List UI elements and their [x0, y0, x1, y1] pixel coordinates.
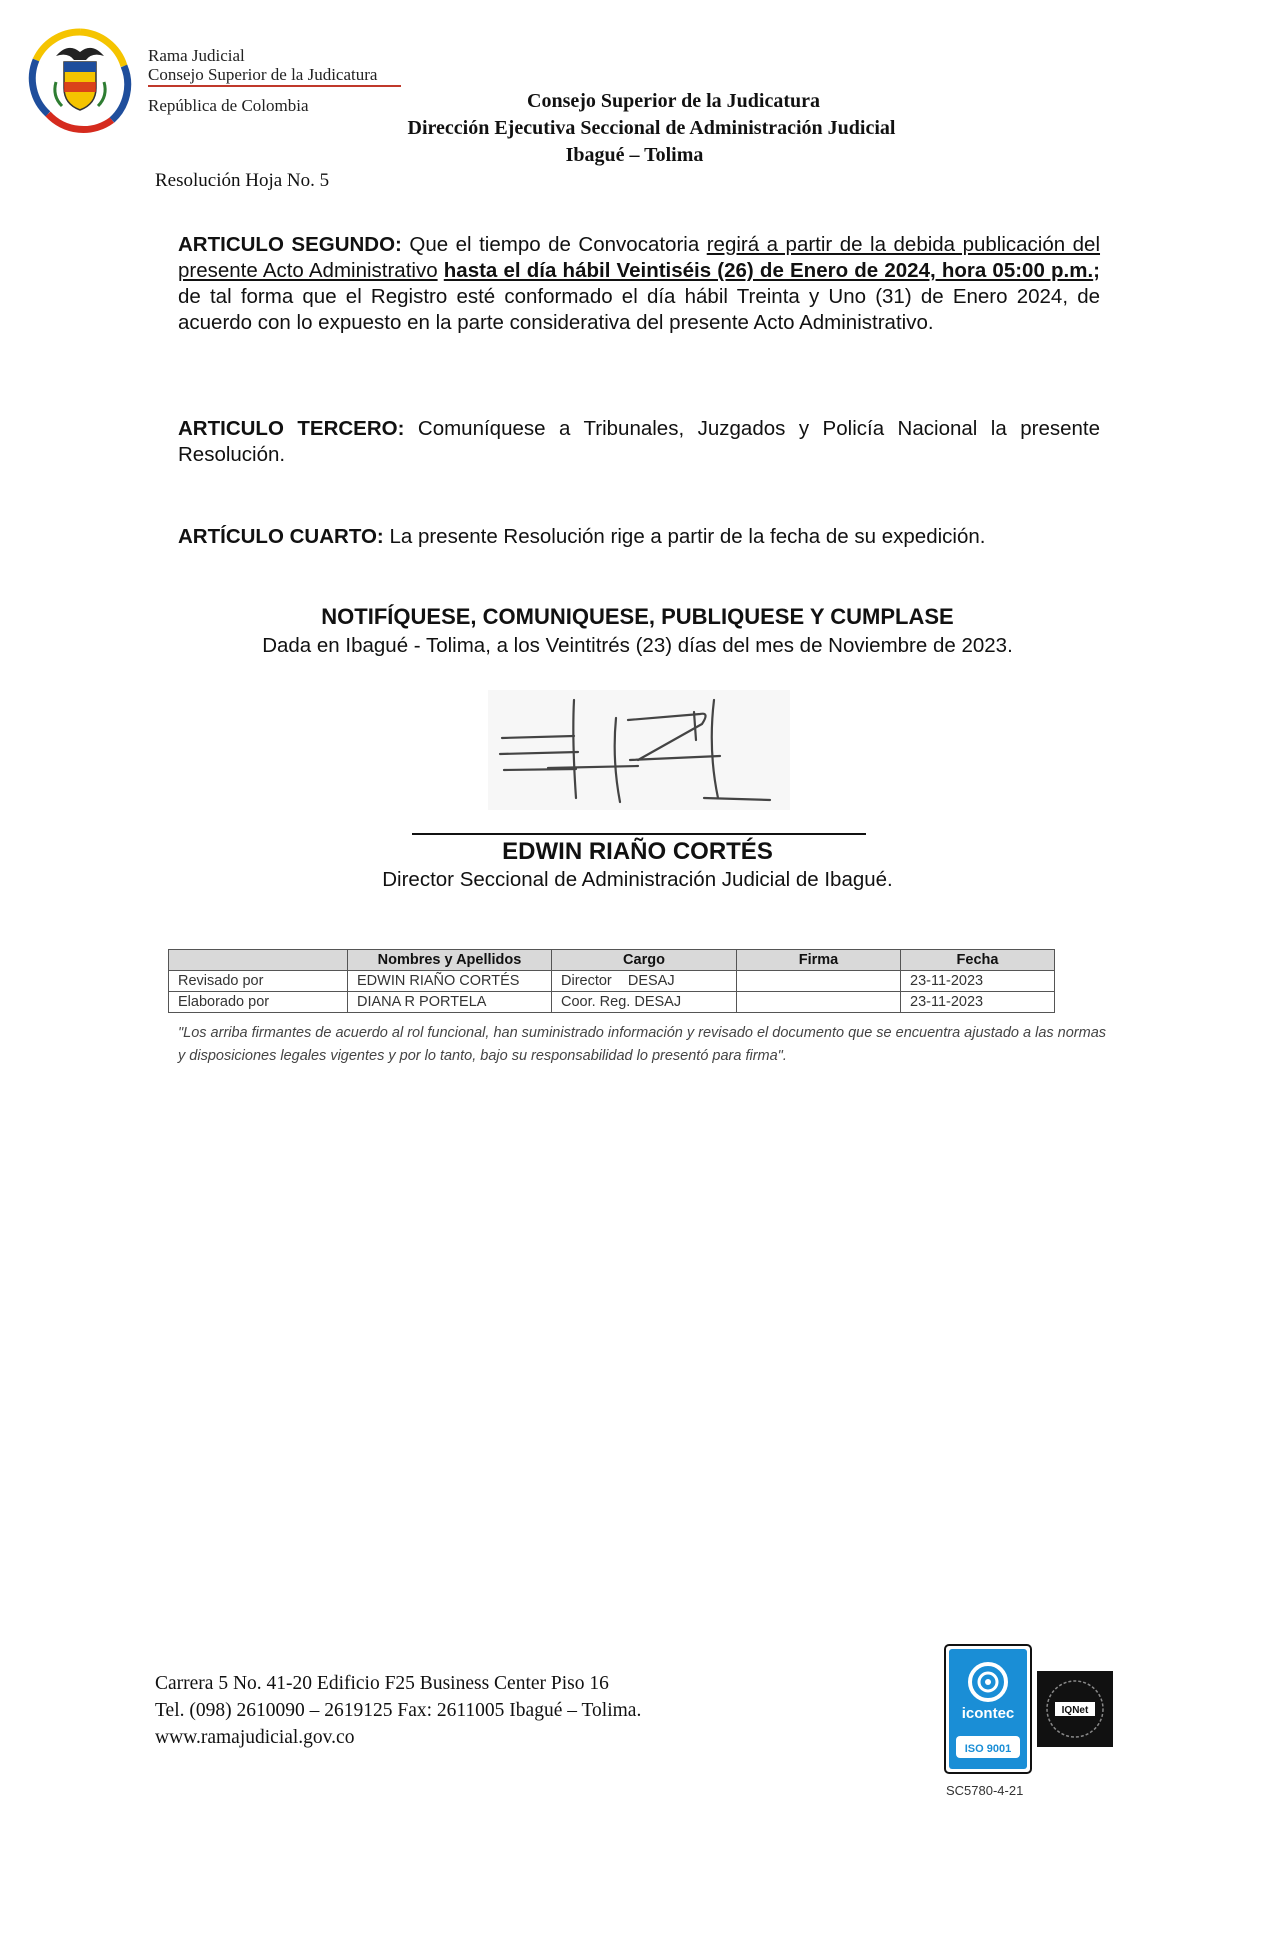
handwritten-signature	[488, 690, 790, 810]
certificate-code: SC5780-4-21	[946, 1783, 1024, 1798]
row-role: Revisado por	[169, 971, 348, 992]
header-title-2: Dirección Ejecutiva Seccional de Administración Judicial	[407, 117, 896, 139]
article-segundo-text-1: Que el tiempo de Convocatoria	[401, 233, 707, 256]
article-segundo-semicolon: ;	[1093, 259, 1100, 282]
disclaimer-note: "Los arriba firmantes de acuerdo al rol funcional, han suministrado información y revisado el documento que se encuentra ajustado a las normas y disposiciones legales vigentes y por lo tanto, bajo su responsabilidad lo presentó para firma".	[178, 1025, 1107, 1064]
letterhead-line-3: República de Colombia	[148, 95, 309, 115]
table-row	[169, 971, 1055, 992]
article-cuarto-text: La presente Resolución rige a partir de la fecha de su expedición.	[383, 525, 986, 548]
article-tercero-label: ARTICULO TERCERO:	[178, 417, 405, 440]
header-firma: Firma	[737, 950, 901, 971]
issue-date-line: Dada en Ibagué - Tolima, a los Veintitrés (23) días del mes de Noviembre de 2023.	[262, 634, 1013, 657]
document-header	[0, 88, 1275, 169]
article-cuarto	[178, 524, 1100, 550]
row-firma	[737, 971, 901, 992]
notification-heading: NOTIFÍQUESE, COMUNIQUESE, PUBLIQUESE Y CUMPLASE	[321, 604, 954, 629]
review-table	[168, 949, 1055, 1013]
row-cargo: Director DESAJ	[552, 971, 737, 992]
sheet-reference: Resolución Hoja No. 5	[155, 170, 330, 191]
iqnet-certification-logo	[1037, 1671, 1113, 1747]
footer	[155, 1670, 641, 1751]
row-name: EDWIN RIAÑO CORTÉS	[348, 971, 552, 992]
iso-label: ISO 9001	[964, 1743, 1012, 1755]
letterhead-line-2: Consejo Superior de la Judicatura	[148, 65, 378, 84]
row-fecha: 23-11-2023	[901, 992, 1055, 1013]
letterhead-line-1: Rama Judicial	[148, 46, 245, 65]
header-title-1: Consejo Superior de la Judicatura	[527, 90, 820, 112]
header-names: Nombres y Apellidos	[348, 950, 552, 971]
signer-role: Director Seccional de Administración Judicial de Ibagué.	[382, 868, 893, 891]
row-fecha: 23-11-2023	[901, 971, 1055, 992]
signature-line	[412, 833, 866, 835]
icontec-label: icontec	[961, 1705, 1015, 1722]
iqnet-label: IQNet	[1061, 1705, 1089, 1716]
article-segundo-text-4: de tal forma que el Registro esté conformado el día hábil Treinta y Uno (31) de Enero 2024, de acuerdo con lo expuesto en la parte considerativa del presente Acto Administrativo.	[178, 285, 1100, 334]
article-tercero	[178, 416, 1100, 468]
footer-website[interactable]: www.ramajudicial.gov.co	[155, 1727, 355, 1748]
footer-phones: Tel. (098) 2610090 – 2619125 Fax: 2611005 Ibagué – Tolima.	[155, 1700, 642, 1721]
row-name: DIANA R PORTELA	[348, 992, 552, 1013]
header-title-3: Ibagué – Tolima	[565, 144, 704, 166]
letterhead-rule	[148, 85, 401, 87]
review-table-header	[169, 950, 1055, 971]
article-segundo-deadline: hasta el día hábil Veintiséis (26) de Enero de 2024, hora 05:00 p.m.	[443, 259, 1094, 282]
icontec-certification-logo	[944, 1644, 1032, 1774]
article-segundo	[178, 232, 1100, 336]
row-firma	[737, 992, 901, 1013]
row-role: Elaborado por	[169, 992, 348, 1013]
signer-name: EDWIN RIAÑO CORTÉS	[502, 838, 773, 865]
footer-address: Carrera 5 No. 41-20 Edificio F25 Business Center Piso 16	[155, 1673, 609, 1694]
article-segundo-label: ARTICULO SEGUNDO:	[178, 233, 402, 256]
article-segundo-text-2: regirá a partir de la debida publicación del presente Acto Administrativo	[178, 233, 1101, 282]
table-row	[169, 992, 1055, 1013]
header-blank-cell	[169, 950, 348, 971]
article-tercero-text: Comuníquese a Tribunales, Juzgados y Policía Nacional la presente Resolución.	[178, 417, 1100, 466]
header-cargo: Cargo	[552, 950, 737, 971]
row-cargo: Coor. Reg. DESAJ	[552, 992, 737, 1013]
article-cuarto-label: ARTÍCULO CUARTO:	[178, 525, 384, 548]
header-fecha: Fecha	[901, 950, 1055, 971]
